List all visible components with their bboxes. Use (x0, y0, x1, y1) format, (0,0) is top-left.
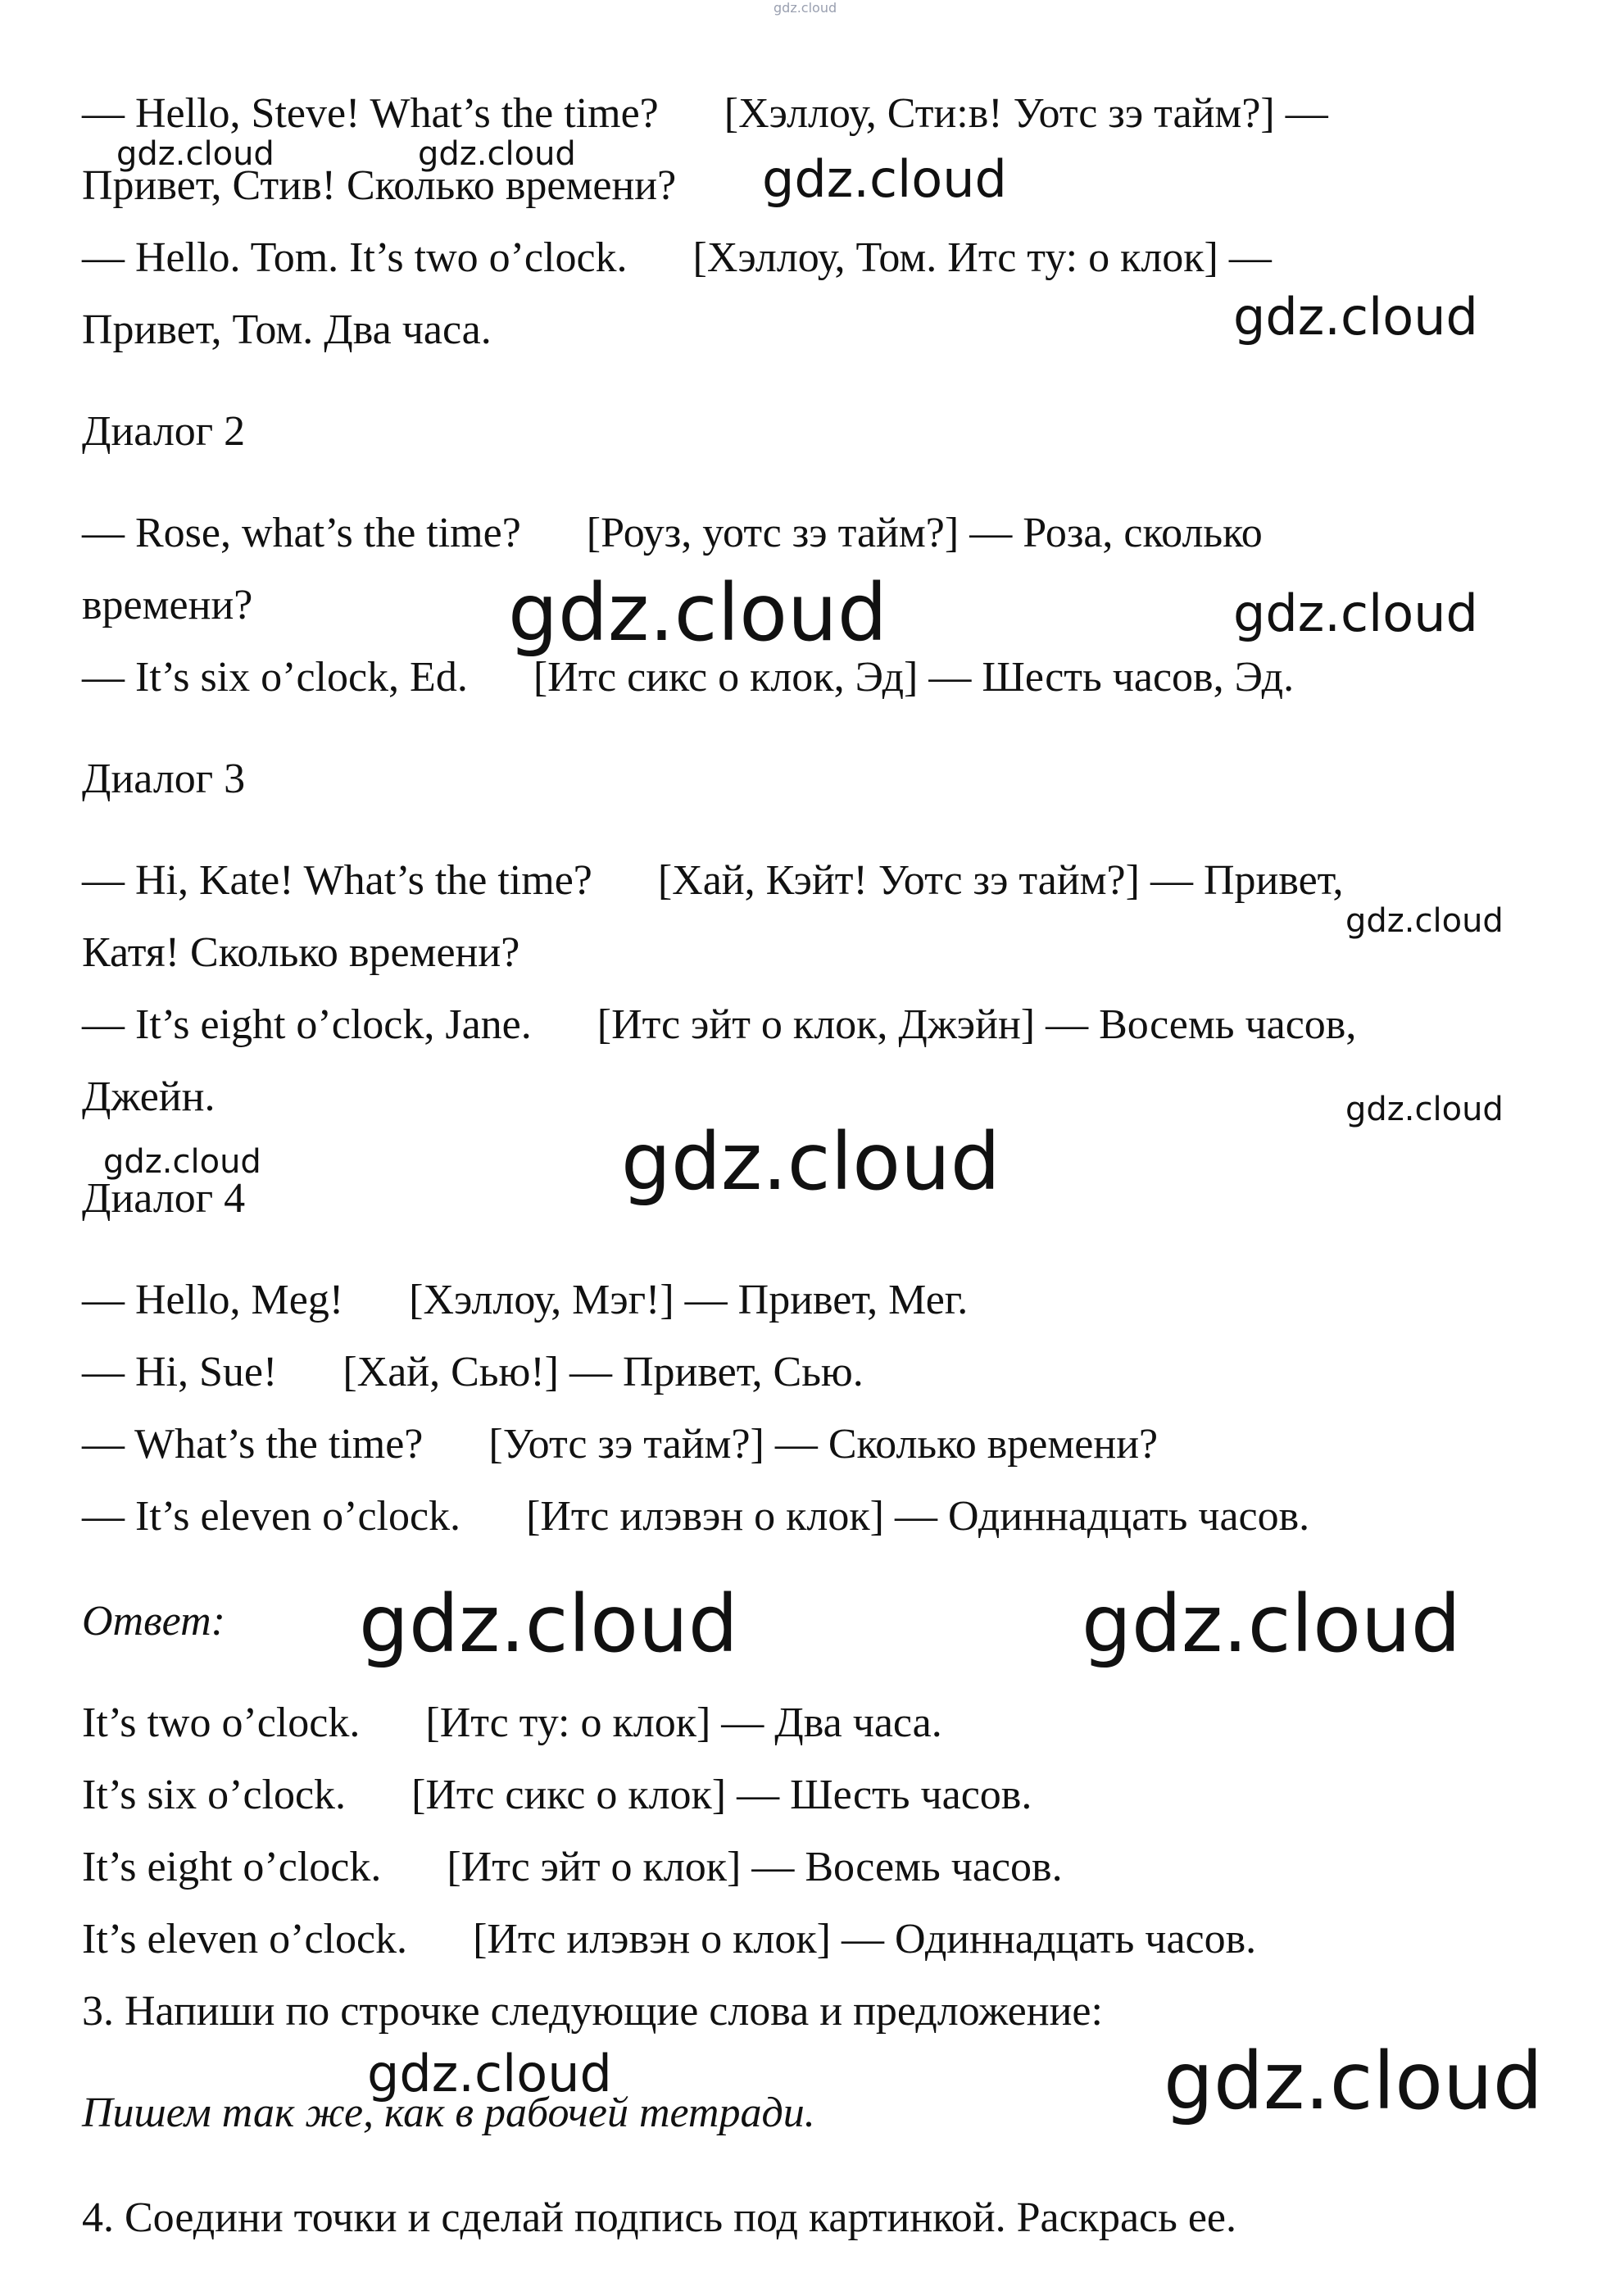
dialog1-line1 (82, 90, 1328, 137)
dialog1-line4: Привет, Том. Два часа. (82, 306, 492, 353)
dialog4-line4-en: — It’s eleven o’clock. (82, 1493, 461, 1540)
answer-line4-en: It’s eleven o’clock. (82, 1916, 408, 1962)
answer-line4-tr: [Итс илэвэн о клок] — Одиннадцать часов. (473, 1916, 1257, 1962)
dialog4-heading: Диалог 4 (82, 1175, 246, 1222)
dialog1-line3 (82, 234, 1272, 281)
watermark-9: gdz.cloud (103, 1143, 261, 1181)
dialog1-line2: Привет, Стив! Сколько времени? (82, 162, 677, 209)
task3-note: Пишем так же, как в рабочей тетради. (82, 2090, 815, 2136)
dialog4-line2-en: — Hi, Sue! (82, 1349, 278, 1395)
watermark-5: gdz.cloud (508, 567, 887, 659)
answer-line3 (82, 1844, 1063, 1890)
dialog3-line2: Катя! Сколько времени? (82, 929, 520, 976)
watermark-7: gdz.cloud (1345, 902, 1504, 940)
watermark-10: gdz.cloud (621, 1116, 1000, 1208)
dialog2-line3 (82, 654, 1294, 701)
dialog3-line4: Джейн. (82, 1073, 216, 1120)
watermark-3: gdz.cloud (762, 149, 1007, 209)
dialog1-line1-en: — Hello, Steve! What’s the time? (82, 90, 659, 137)
dialog1-line1-tr: [Хэллоу, Сти:в! Уотс зэ тайм?] — (724, 90, 1328, 137)
dialog3-line3-en: — It’s eight o’clock, Jane. (82, 1001, 532, 1048)
dialog3-heading: Диалог 3 (82, 756, 246, 802)
answer-line3-en: It’s eight o’clock. (82, 1844, 382, 1890)
watermark-14: gdz.cloud (1164, 2035, 1543, 2127)
watermark-13: gdz.cloud (367, 2044, 612, 2103)
dialog4-line1 (82, 1277, 968, 1323)
answer-line1-tr: [Итс ту: о клок] — Два часа. (425, 1699, 942, 1746)
watermark-top: gdz.cloud (774, 0, 837, 16)
dialog3-line3 (82, 1001, 1356, 1048)
dialog4-line3 (82, 1421, 1158, 1468)
dialog2-line1-tr: [Роуз, уотс зэ тайм?] — Роза, сколько (586, 510, 1263, 556)
answer-line4 (82, 1916, 1256, 1962)
watermark-2: gdz.cloud (418, 135, 576, 173)
answer-line1-en: It’s two o’clock. (82, 1699, 361, 1746)
dialog3-line1 (82, 857, 1343, 904)
dialog4-line2-tr: [Хай, Сью!] — Привет, Сью. (343, 1349, 864, 1395)
task3-title: 3. Напиши по строчке следующие слова и предложение: (82, 1988, 1103, 2035)
dialog3-line1-en: — Hi, Kate! What’s the time? (82, 857, 592, 904)
dialog1-line3-tr: [Хэллоу, Том. Итс ту: о клок] — (692, 234, 1272, 281)
watermark-11: gdz.cloud (359, 1578, 738, 1670)
dialog4-line4 (82, 1493, 1309, 1540)
dialog4-line2 (82, 1349, 864, 1395)
dialog4-line4-tr: [Итс илэвэн о клок] — Одиннадцать часов. (526, 1493, 1310, 1540)
answer-line2-tr: [Итс сикс о клок] — Шесть часов. (411, 1772, 1032, 1818)
dialog4-line3-en: — What’s the time? (82, 1421, 424, 1468)
dialog2-line3-tr: [Итс сикс о клок, Эд] — Шесть часов, Эд. (533, 654, 1295, 701)
task4-title: 4. Соедини точки и сделай подпись под картинкой. Раскрась ее. (82, 2194, 1237, 2241)
watermark-1: gdz.cloud (116, 135, 274, 173)
dialog2-heading: Диалог 2 (82, 408, 246, 455)
answer-line2-en: It’s six o’clock. (82, 1772, 347, 1818)
answer-label: Ответ: (82, 1598, 225, 1645)
dialog2-line1-en: — Rose, what’s the time? (82, 510, 521, 556)
dialog2-line1 (82, 510, 1263, 556)
watermark-6: gdz.cloud (1233, 583, 1478, 643)
watermark-4: gdz.cloud (1233, 287, 1478, 347)
dialog2-line2: времени? (82, 582, 253, 628)
dialog3-line1-tr: [Хай, Кэйт! Уотс зэ тайм?] — Привет, (657, 857, 1344, 904)
watermark-12: gdz.cloud (1082, 1578, 1461, 1670)
dialog2-line3-en: — It’s six o’clock, Ed. (82, 654, 468, 701)
dialog1-line3-en: — Hello. Tom. It’s two o’clock. (82, 234, 628, 281)
answer-line1 (82, 1699, 942, 1746)
dialog4-line3-tr: [Уотс зэ тайм?] — Сколько времени? (488, 1421, 1159, 1468)
dialog4-line1-en: — Hello, Meg! (82, 1277, 344, 1323)
answer-line2 (82, 1772, 1032, 1818)
watermark-8: gdz.cloud (1345, 1091, 1504, 1128)
dialog4-line1-tr: [Хэллоу, Мэг!] — Привет, Мег. (409, 1277, 969, 1323)
answer-line3-tr: [Итс эйт о клок] — Восемь часов. (447, 1844, 1063, 1890)
dialog3-line3-tr: [Итс эйт о клок, Джэйн] — Восемь часов, (597, 1001, 1357, 1048)
